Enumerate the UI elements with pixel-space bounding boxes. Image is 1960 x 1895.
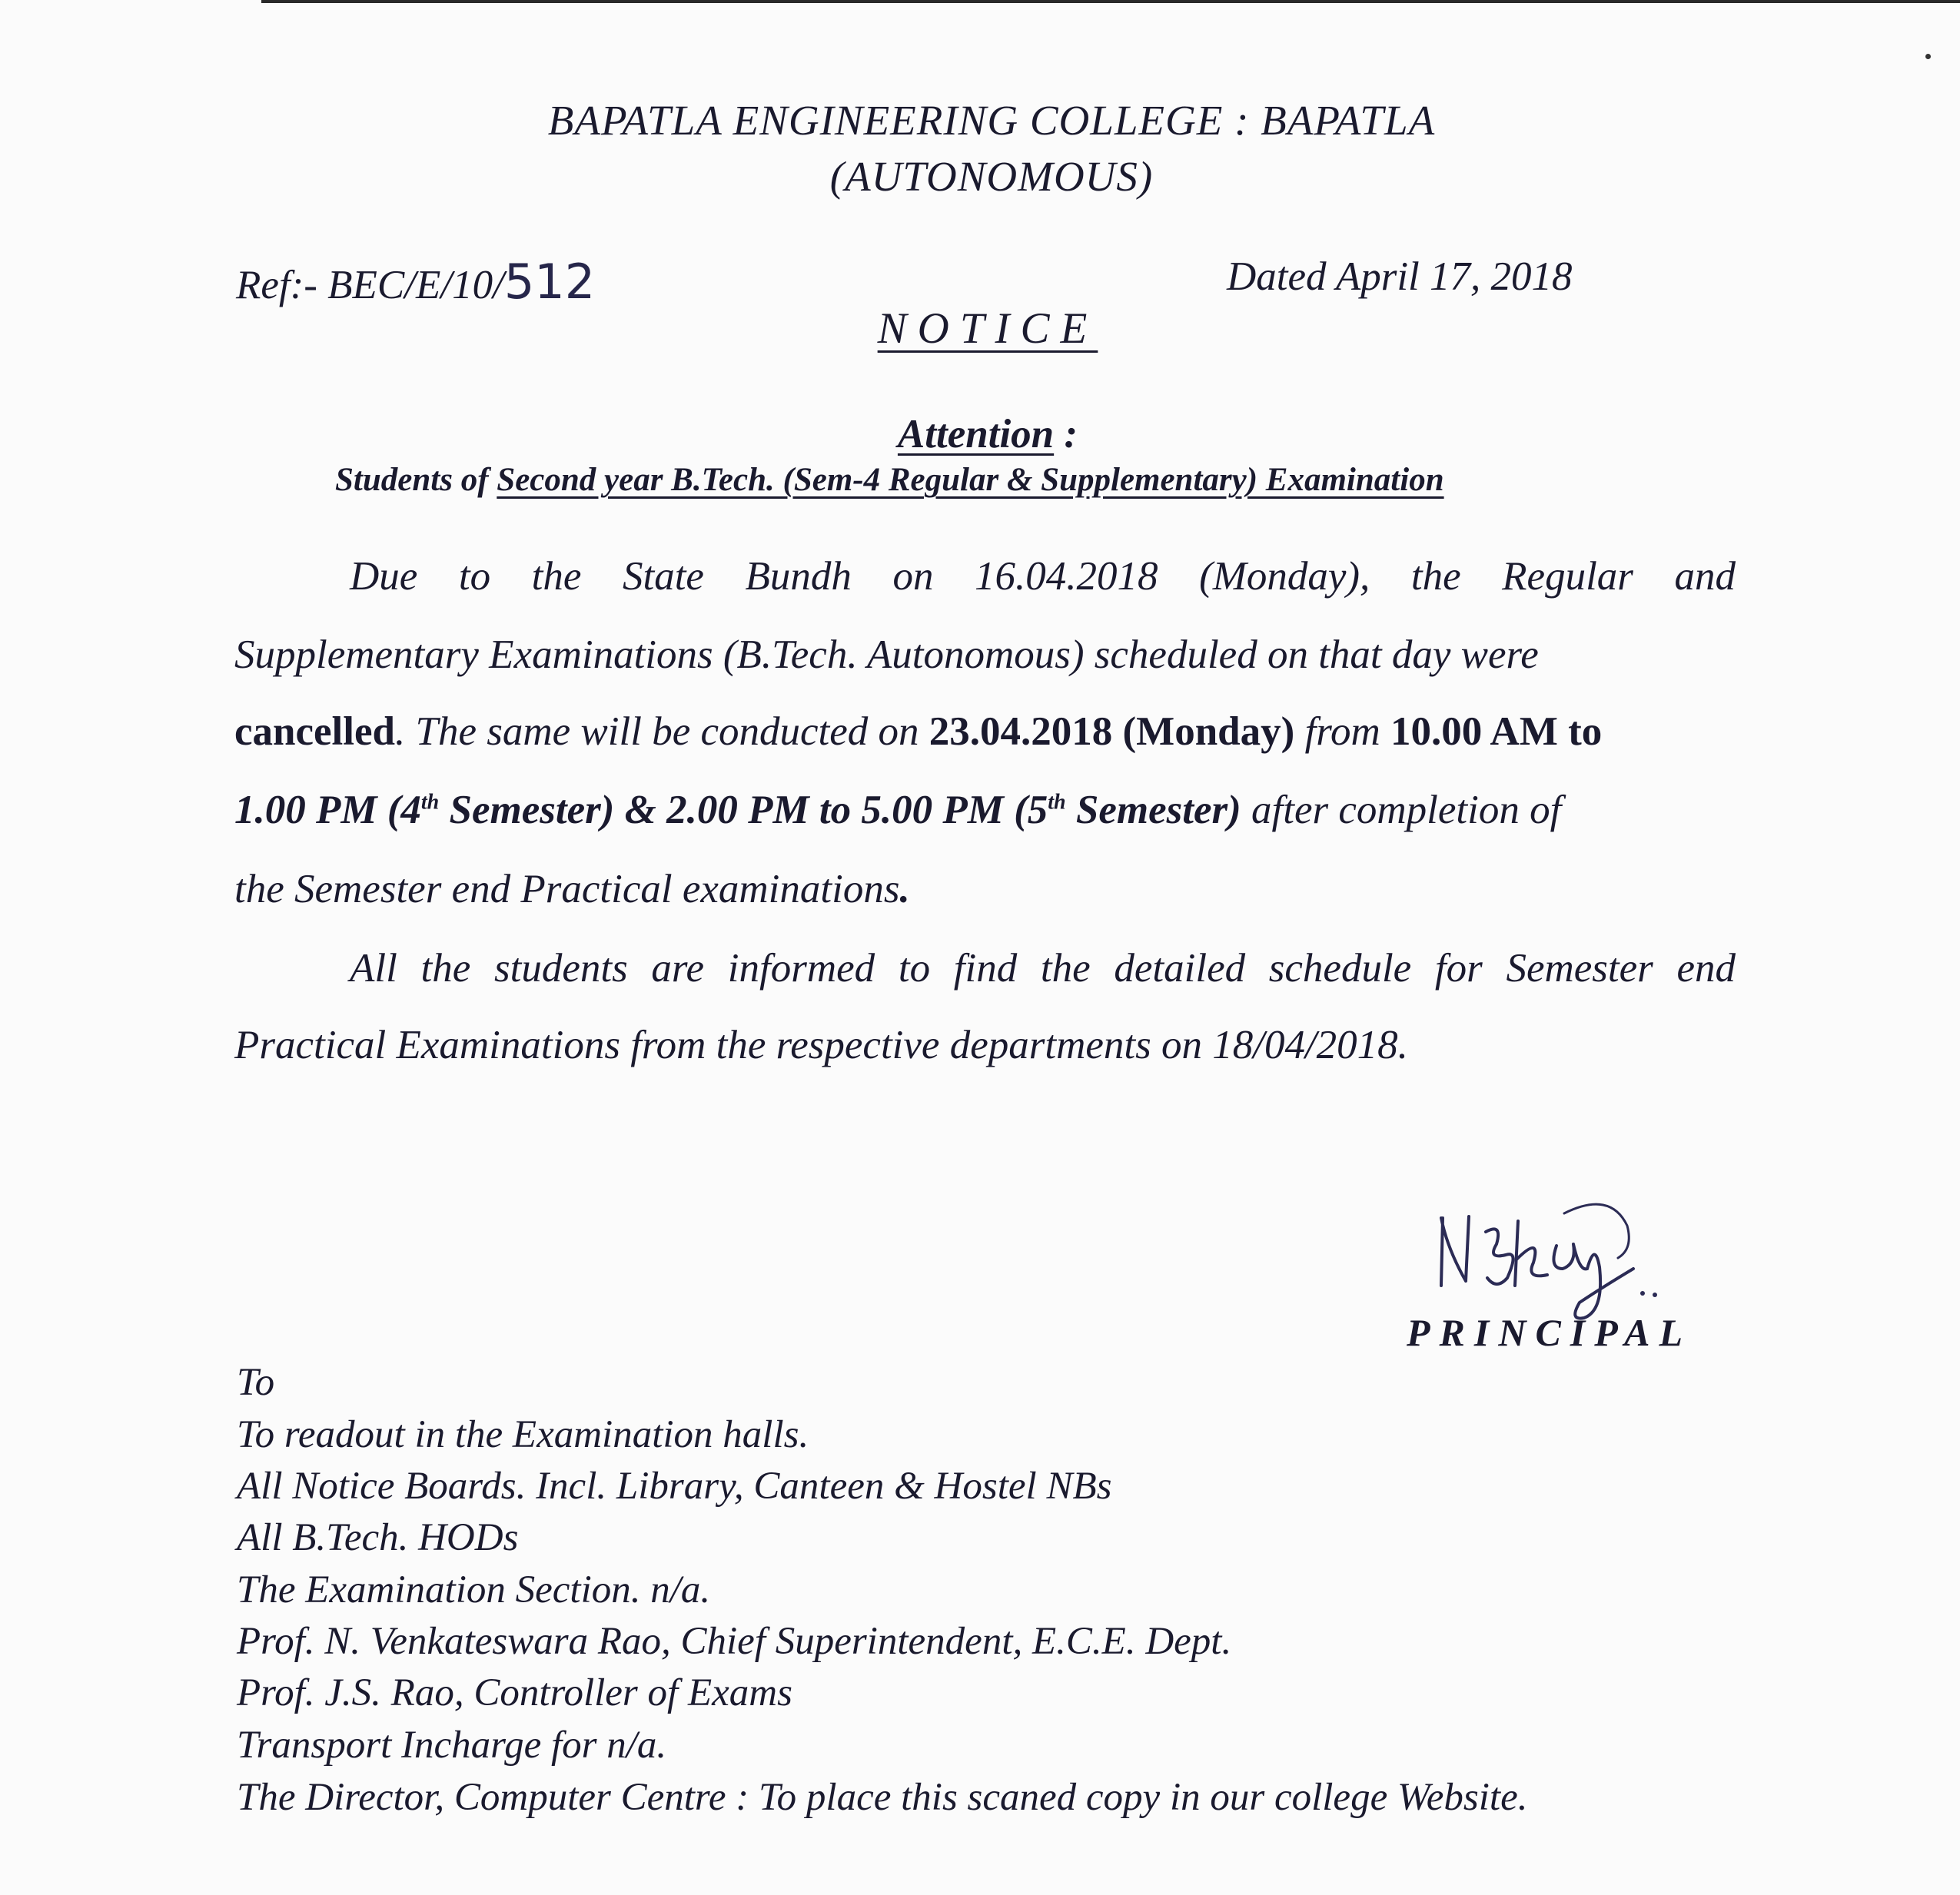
recipient-line: All Notice Boards. Incl. Library, Canteen & Hostel NBs (237, 1465, 1112, 1508)
new-exam-date: 23.04.2018 (Monday) (929, 709, 1295, 754)
exam-time-4th-sem (234, 788, 1241, 832)
body-paragraph-1-line-2: Supplementary Examinations (B.Tech. Autonomous) scheduled on that day were (234, 632, 1539, 677)
notice-date: Dated April 17, 2018 (1227, 254, 1573, 299)
time-segment: 1.00 PM (4 (234, 788, 421, 832)
body-paragraph-1-line-1: Due to the State Bundh on 16.04.2018 (Monday), the Regular and (350, 554, 1736, 599)
body-text-segment: . The same will be conducted on (395, 709, 929, 754)
reference-line (236, 254, 595, 310)
students-prefix: Students of (335, 462, 497, 498)
recipient-line: Prof. N. Venkateswara Rao, Chief Superintendent, E.C.E. Dept. (237, 1620, 1232, 1663)
college-name: BAPATLA ENGINEERING COLLEGE : BAPATLA (547, 97, 1436, 144)
body-paragraph-1-line-3 (234, 709, 1602, 755)
students-subject: Second year B.Tech. (Sem-4 Regular & Supplementary) Examination (497, 462, 1444, 498)
body-text-segment: after completion of (1241, 788, 1562, 832)
ordinal-suffix: th (420, 790, 440, 815)
scan-top-edge (261, 0, 1960, 3)
body-paragraph-1-line-4 (234, 787, 1561, 833)
recipient-line: All B.Tech. HODs (237, 1516, 519, 1559)
scan-speck (1925, 54, 1931, 59)
time-segment: Semester) & 2.00 PM to 5.00 PM (5 (439, 788, 1048, 832)
recipient-line: Transport Incharge for n/a. (237, 1724, 667, 1767)
attention-heading (0, 411, 1960, 457)
college-status: (AUTONOMOUS) (829, 153, 1154, 200)
cancelled-text: cancelled (234, 709, 395, 754)
reference-prefix: Ref:- BEC/E/10/ (236, 263, 504, 307)
body-paragraph-2-line-1: All the students are informed to find the detailed schedule for Semester end (350, 946, 1736, 991)
reference-number-handwritten: 512 (503, 254, 596, 310)
students-line (335, 461, 1444, 499)
attention-label: Attention (897, 412, 1055, 456)
body-text-segment: the Semester end Practical examinations (234, 867, 900, 911)
recipient-line: To readout in the Examination halls. (237, 1413, 809, 1456)
time-segment: Semester) (1065, 788, 1241, 832)
body-paragraph-2-line-2: Practical Examinations from the respective departments on 18/04/2018. (234, 1023, 1408, 1067)
body-text-segment: from (1294, 709, 1390, 754)
recipient-line: Prof. J.S. Rao, Controller of Exams (237, 1671, 792, 1714)
body-text-period: . (899, 867, 910, 911)
exam-time-start: 10.00 AM to (1390, 709, 1603, 754)
recipient-line: The Director, Computer Centre : To place this scaned copy in our college Website. (237, 1776, 1528, 1819)
ordinal-suffix: th (1048, 790, 1066, 815)
recipient-line: The Examination Section. n/a. (237, 1568, 711, 1611)
body-paragraph-1-line-5 (234, 866, 910, 912)
principal-signature (1426, 1195, 1679, 1326)
recipient-line: To (237, 1361, 275, 1404)
notice-title: NOTICE (877, 304, 1098, 353)
signatory-title: PRINCIPAL (1407, 1311, 1692, 1354)
attention-colon: : (1054, 412, 1078, 456)
